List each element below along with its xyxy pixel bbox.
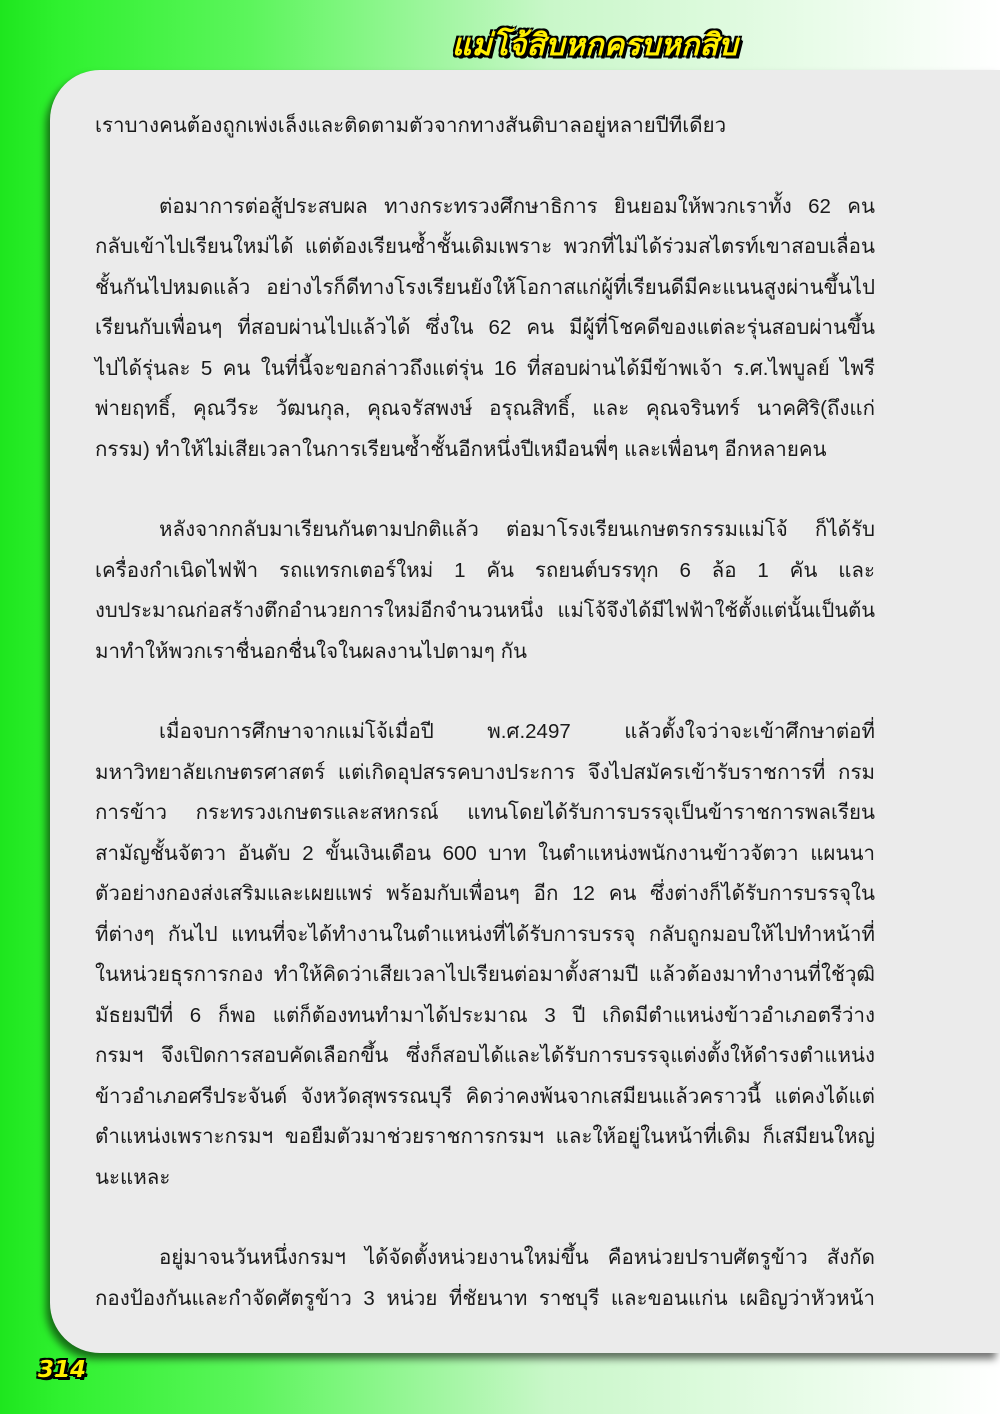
text-line: ตัวอย่างกองส่งเสริมและเผยแพร่ พร้อมกับเพื่อนๆ อีก 12 คน ซึ่งต่างก็ได้รับการบรรจุใน	[95, 882, 875, 905]
text-line: มหาวิทยาลัยเกษตรศาสตร์ แต่เกิดอุปสรรคบางประการ จึงไปสมัครเข้ารับราชการที่ กรม	[95, 760, 875, 784]
text-line: หลังจากกลับมาเรียนกันตามปกติแล้ว ต่อมาโรงเรียนเกษตรกรรมแม่โจ้ ก็ได้รับ	[159, 518, 875, 541]
text-line: ในหน่วยธุรการกอง ทำให้คิดว่าเสียเวลาไปเรียนต่อมาตั้งสามปี แล้วต้องมาทำงานที่ใช้วุฒิ	[95, 963, 875, 986]
text-line: ชั้นกันไปหมดแล้ว อย่างไรก็ดีทางโรงเรียนยังให้โอกาสแก่ผู้ที่เรียนดีมีคะแนนสูงผ่านขึ้นไป	[95, 275, 875, 299]
text-line: เราบางคนต้องถูกเพ่งเล็งและติดตามตัวจากทางสันติบาลอยู่หลายปีทีเดียว	[95, 114, 727, 137]
text-line: ต่อมาการต่อสู้ประสบผล ทางกระทรวงศึกษาธิการ ยินยอมให้พวกเราทั้ง 62 คน	[159, 194, 875, 218]
text-line: มัธยมปีที่ 6 ก็พอ แต่ก็ต้องทนทำมาได้ประมาณ 3 ปี เกิดมีตำแหน่งข้าวอำเภอตรีว่าง	[95, 1003, 875, 1027]
text-line: ตำแหน่งเพราะกรมฯ ขอยืมตัวมาช่วยราชการกรมฯ และให้อยู่ในหน้าที่เดิม ก็เสมียนใหญ่	[95, 1125, 875, 1148]
text-line: เมื่อจบการศึกษาจากแม่โจ้เมื่อปี พ.ศ.2497 แล้วตั้งใจว่าจะเข้าศึกษาต่อที่	[159, 720, 875, 743]
text-line: เรียนกับเพื่อนๆ ที่สอบผ่านไปแล้วได้ ซึ่งใน 62 คน มีผู้ที่โชคดีของแต่ละรุ่นสอบผ่านขึ้น	[95, 316, 875, 339]
page-number: 314	[38, 1357, 87, 1383]
text-line: กลับเข้าไปเรียนใหม่ได้ แต่ต้องเรียนซ้ำชั้นเดิมเพราะ พวกที่ไม่ได้ร่วมสไตรท์เขาสอบเลื่อน	[95, 235, 875, 258]
text-line: นะแหละ	[95, 1165, 171, 1189]
body-text	[95, 106, 875, 1319]
text-line: สามัญชั้นจัตวา อันดับ 2 ขั้นเงินเดือน 600 บาท ในตำแหน่งพนักงานข้าวจัตวา แผนนา	[95, 841, 875, 865]
text-line: มาทำให้พวกเราชื่นอกชื่นใจในผลงานไปตามๆ กัน	[95, 639, 528, 663]
text-line: ข้าวอำเภอศรีประจันต์ จังหวัดสุพรรณบุรี คิดว่าคงพ้นจากเสมียนแล้วคราวนี้ แต่คงได้แต่	[95, 1084, 875, 1108]
chapter-title: แม่โจ้สิบหกครบหกสิบ	[451, 28, 738, 63]
text-line: งบประมาณก่อสร้างตึกอำนวยการใหม่อีกจำนวนหนึ่ง แม่โจ้จึงได้มีไฟฟ้าใช้ตั้งแต่นั้นเป็นต้น	[95, 600, 875, 622]
text-line: การข้าว กระทรวงเกษตรและสหกรณ์ แทนโดยได้รับการบรรจุเป็นข้าราชการพลเรียน	[95, 801, 875, 824]
text-line: เครื่องกำเนิดไฟฟ้า รถแทรกเตอร์ใหม่ 1 คัน รถยนต์บรรทุก 6 ล้อ 1 คัน และ	[95, 558, 875, 582]
text-line: ที่ต่างๆ กันไป แทนที่จะได้ทำงานในตำแหน่งที่ได้รับการบรรจุ กลับถูกมอบให้ไปทำหน้าที่	[95, 922, 875, 946]
text-line: กรมฯ จึงเปิดการสอบคัดเลือกขึ้น ซึ่งก็สอบได้และได้รับการบรรจุแต่งตั้งให้ดำรงตำแหน่ง	[95, 1044, 875, 1067]
text-line: ไปได้รุ่นละ 5 คน ในที่นี้จะขอกล่าวถึงแต่รุ่น 16 ที่สอบผ่านได้มีข้าพเจ้า ร.ศ.ไพบูลย์ ไพรี	[95, 356, 875, 380]
text-line: พ่ายฤทธิ์, คุณวีระ วัฒนกุล, คุณจรัสพงษ์ อรุณสิทธิ์, และ คุณจรินทร์ นาคศิริ(ถึงแก่	[95, 397, 875, 420]
text-line: กองป้องกันและกำจัดศัตรูข้าว 3 หน่วย ที่ชัยนาท ราชบุรี และขอนแก่น เผอิญว่าหัวหน้า	[95, 1286, 875, 1310]
text-line: อยู่มาจนวันหนึ่งกรมฯ ได้จัดตั้งหน่วยงานใหม่ขึ้น คือหน่วยปราบศัตรูข้าว สังกัด	[159, 1246, 875, 1269]
text-line: กรรม) ทำให้ไม่เสียเวลาในการเรียนซ้ำชั้นอีกหนึ่งปีเหมือนพี่ๆ และเพื่อนๆ อีกหลายคน	[95, 437, 827, 461]
